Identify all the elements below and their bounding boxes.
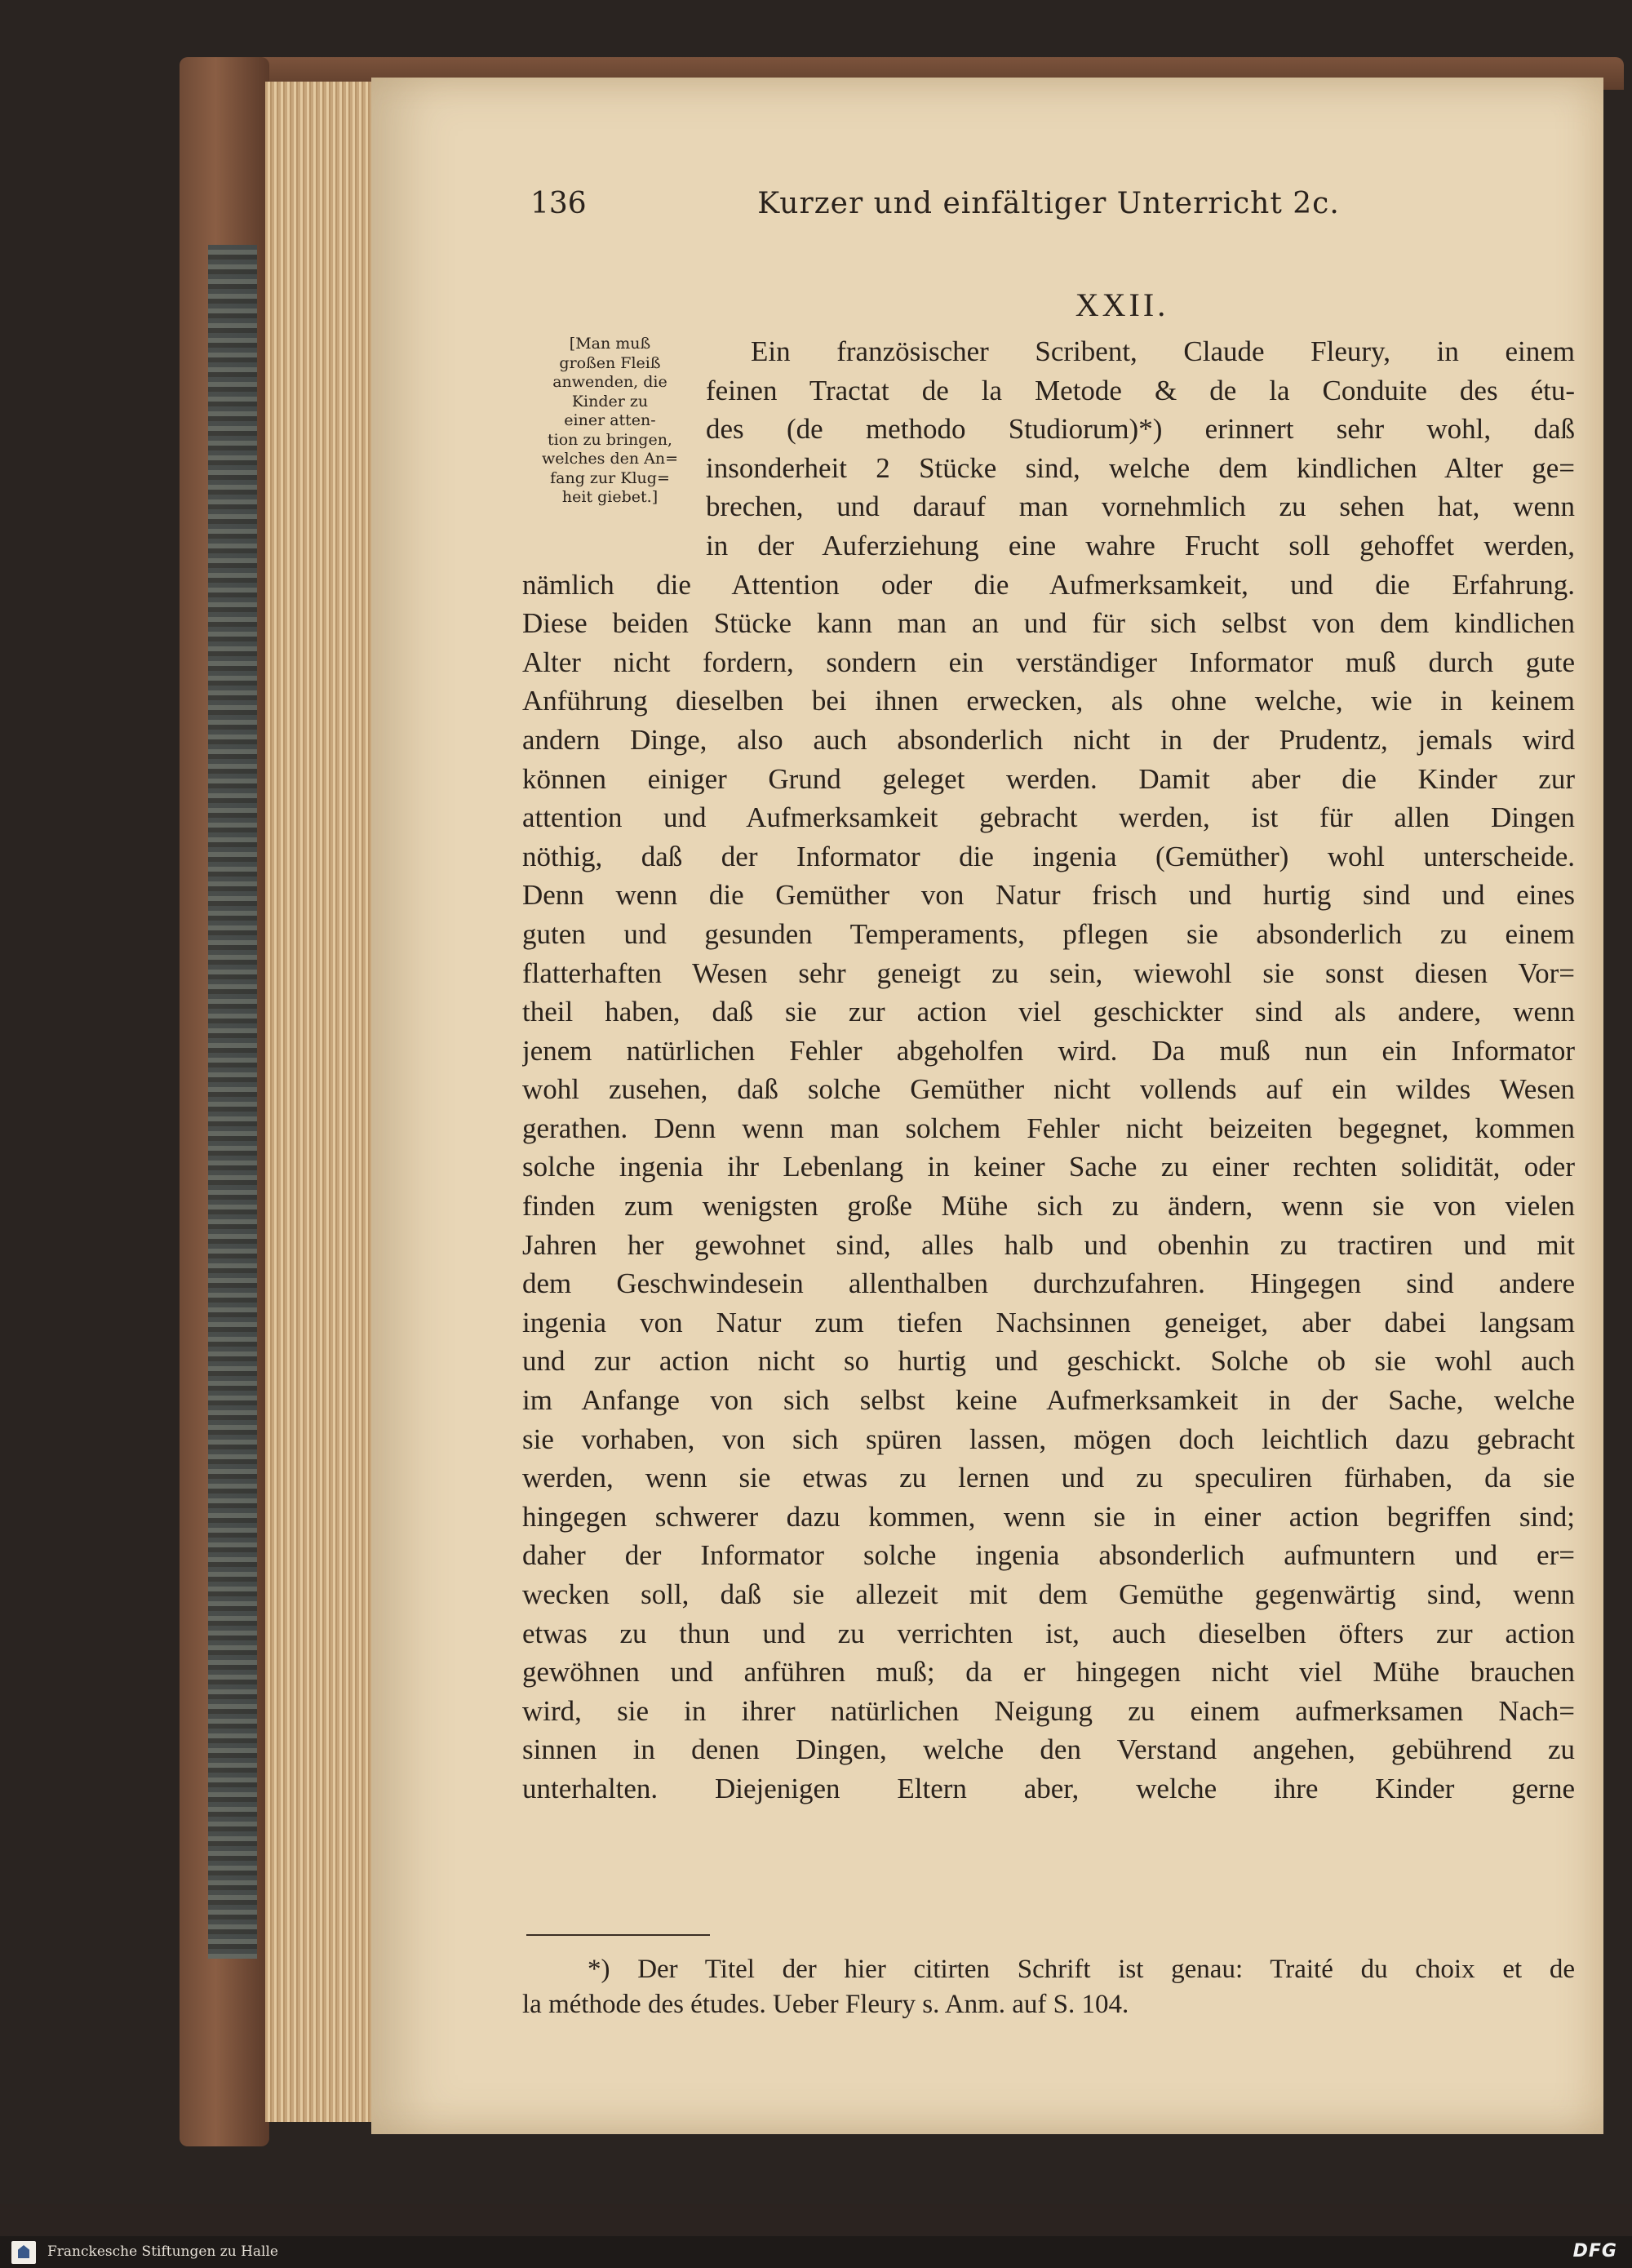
- book-spine-pattern: [208, 245, 257, 1959]
- footnote-line: *) Der Titel der hier citirten Schrift ist genau: Traité du choix et de: [588, 1955, 1575, 1984]
- text-line: können einiger Grund geleget werden. Damit aber die Kinder zur: [522, 762, 1575, 795]
- text-line: feinen Tractat de la Metode & de la Conduite des étu-: [706, 374, 1575, 406]
- text-line: flatterhaften Wesen sehr geneigt zu sein, wiewohl sie sonst diesen Vor=: [522, 956, 1575, 989]
- marginal-note-line: [Man muß: [569, 335, 651, 353]
- text-line: Anführung dieselben bei ihnen erwecken, als ohne welche, wie in keinem: [522, 685, 1575, 717]
- footnote-line: la méthode des études. Ueber Fleury s. Anm. auf S. 104.: [522, 1990, 1129, 2019]
- text-line: jenem natürlichen Fehler abgeholfen wird. Da muß nun ein Informator: [522, 1034, 1575, 1067]
- institution-name: Franckesche Stiftungen zu Halle: [47, 2244, 278, 2260]
- book-page: [371, 78, 1603, 2134]
- text-line: etwas zu thun und zu verrichten ist, auch dieselben öfters zur action: [522, 1617, 1575, 1649]
- text-line: Diese beiden Stücke kann man an und für sich selbst von dem kindlichen: [522, 607, 1575, 640]
- marginal-note-line: tion zu bringen,: [548, 430, 672, 449]
- text-line: in der Auferziehung eine wahre Frucht soll gehoffet werden,: [706, 529, 1575, 561]
- marginal-note-line: einer atten-: [564, 411, 656, 429]
- body-text: [522, 332, 1575, 1809]
- text-line: gewöhnen und anführen muß; da er hingegen nicht viel Mühe brauchen: [522, 1656, 1575, 1689]
- text-line: Denn wenn die Gemüther von Natur frisch und hurtig sind und eines: [522, 879, 1575, 912]
- text-line: daher der Informator solche ingenia absonderlich aufmuntern und er=: [522, 1539, 1575, 1572]
- page-edges: [265, 82, 379, 2122]
- running-head: [530, 180, 1567, 229]
- text-line: insonderheit 2 Stücke sind, welche dem kindlichen Alter ge=: [706, 451, 1575, 484]
- text-line: Alter nicht fordern, sondern ein verständiger Informator muß durch gute: [522, 646, 1575, 678]
- text-line: sie vorhaben, von sich spüren lassen, mögen doch leichtlich dazu gebracht: [522, 1422, 1575, 1455]
- text-line: und zur action nicht so hurtig und geschickt. Solche ob sie wohl auch: [522, 1345, 1575, 1378]
- page-number: 136: [530, 187, 587, 220]
- text-line: andern Dinge, also auch absonderlich nicht in der Prudentz, jemals wird: [522, 723, 1575, 756]
- dfg-logo: DFG: [1572, 2241, 1617, 2261]
- running-head-title: Kurzer und einfältiger Unterricht 2c.: [757, 187, 1340, 220]
- text-line: wird, sie in ihrer natürlichen Neigung zu einem aufmerksamen Nach=: [522, 1694, 1575, 1727]
- text-line: ingenia von Natur zum tiefen Nachsinnen geneiget, aber dabei langsam: [522, 1306, 1575, 1338]
- marginal-note-line: großen Fleiß: [559, 353, 661, 372]
- text-line: hingegen schwerer dazu kommen, wenn sie in einer action begriffen sind;: [522, 1500, 1575, 1533]
- marginal-note-line: heit giebet.]: [561, 488, 659, 506]
- text-line: werden, wenn sie etwas zu lernen und zu speculiren fürhaben, da sie: [522, 1462, 1575, 1494]
- footnote: [522, 1952, 1575, 2022]
- text-line: guten und gesunden Temperaments, pflegen sie absonderlich zu einem: [522, 917, 1575, 950]
- text-line: sinnen in denen Dingen, welche den Verstand angehen, gebührend zu: [522, 1733, 1575, 1766]
- text-line: nämlich die Attention oder die Aufmerksamkeit, und die Erfahrung.: [522, 568, 1575, 601]
- text-line: theil haben, daß sie zur action viel geschickter sind als andere, wenn: [522, 996, 1575, 1028]
- text-line: des (de methodo Studiorum)*) erinnert sehr wohl, daß: [706, 413, 1575, 446]
- institution-logo-icon: [11, 2241, 36, 2264]
- marginal-note-line: anwenden, die: [552, 373, 667, 391]
- text-line: wecken soll, daß sie allezeit mit dem Gemüthe gegenwärtig sind, wenn: [522, 1578, 1575, 1610]
- text-line: Ein französischer Scribent, Claude Fleury, in einem: [751, 335, 1575, 367]
- text-line: nöthig, daß der Informator die ingenia (Gemüther) wohl unterscheide.: [522, 840, 1575, 872]
- text-line: finden zum wenigsten große Mühe sich zu ändern, wenn sie von vielen: [522, 1190, 1575, 1223]
- text-line: Jahren her gewohnet sind, alles halb und obenhin zu tractiren und mit: [522, 1228, 1575, 1261]
- marginal-note-line: welches den An=: [541, 450, 679, 468]
- text-line: unterhalten. Diejenigen Eltern aber, welche ihre Kinder gerne: [522, 1772, 1575, 1804]
- text-line: dem Geschwindesein allenthalben durchzufahren. Hingegen sind andere: [522, 1267, 1575, 1300]
- text-line: wohl zusehen, daß solche Gemüther nicht vollends auf ein wildes Wesen: [522, 1073, 1575, 1106]
- text-line: solche ingenia ihr Lebenlang in keiner Sache zu einer rechten solidität, oder: [522, 1151, 1575, 1183]
- footnote-rule: [526, 1934, 710, 1936]
- page-content: [371, 78, 1603, 2134]
- marginal-note-line: fang zur Klug=: [550, 468, 670, 487]
- text-line: brechen, und darauf man vornehmlich zu sehen hat, wenn: [706, 490, 1575, 523]
- section-heading: XXII.: [1075, 286, 1169, 323]
- text-line: im Anfange von sich selbst keine Aufmerksamkeit in der Sache, welche: [522, 1384, 1575, 1417]
- marginal-note-line: Kinder zu: [571, 392, 649, 411]
- text-line: gerathen. Denn wenn man solchem Fehler nicht beizeiten begegnet, kommen: [522, 1112, 1575, 1144]
- viewer-footer-bar: [0, 2236, 1632, 2268]
- text-line: attention und Aufmerksamkeit gebracht werden, ist für allen Dingen: [522, 801, 1575, 834]
